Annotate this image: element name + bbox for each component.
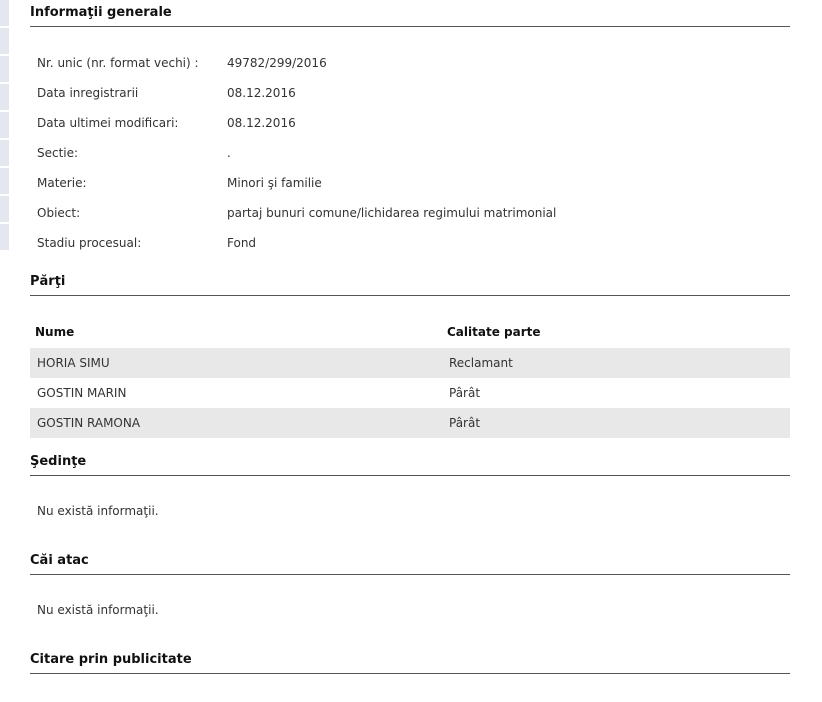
publication-title: Citare prin publicitate <box>30 652 790 674</box>
column-header-name: Nume <box>35 325 75 339</box>
appeals-empty-text: Nu există informaţii. <box>37 603 159 617</box>
info-label: Materie: <box>37 176 87 190</box>
party-role: Reclamant <box>449 356 513 370</box>
general-info-title: Informaţii generale <box>30 5 790 27</box>
info-value: partaj bunuri comune/lichidarea regimului matrimonial <box>227 206 557 220</box>
parties-table-header <box>30 317 790 347</box>
info-row-section <box>30 138 790 168</box>
info-row-matter <box>30 168 790 198</box>
info-label: Data inregistrarii <box>37 86 139 100</box>
sidebar-segment <box>0 196 9 222</box>
info-row-registration-date <box>30 78 790 108</box>
info-row-case-number <box>30 48 790 78</box>
party-name: GOSTIN MARIN <box>37 386 127 400</box>
table-row <box>30 378 790 408</box>
parties-section <box>30 274 790 296</box>
info-row-last-modified <box>30 108 790 138</box>
info-value: 49782/299/2016 <box>227 56 327 70</box>
party-name: GOSTIN RAMONA <box>37 416 141 430</box>
parties-title: Părţi <box>30 274 790 296</box>
sidebar-segment <box>0 224 9 250</box>
info-label: Obiect: <box>37 206 81 220</box>
info-value: . <box>227 146 231 160</box>
appeals-section <box>30 553 790 575</box>
publication-section <box>30 652 790 674</box>
info-label: Nr. unic (nr. format vechi) : <box>37 56 199 70</box>
info-value: Minori şi familie <box>227 176 322 190</box>
sidebar-segment <box>0 140 9 166</box>
info-label: Stadiu procesual: <box>37 236 142 250</box>
sidebar-segment <box>0 56 9 82</box>
hearings-title: Şedinţe <box>30 454 790 476</box>
table-row <box>30 348 790 378</box>
column-header-role: Calitate parte <box>447 325 541 339</box>
info-value: 08.12.2016 <box>227 86 296 100</box>
left-sidebar-strip <box>0 0 9 262</box>
info-row-procedural-stage <box>30 228 790 258</box>
info-row-object <box>30 198 790 228</box>
general-info-section <box>30 5 790 27</box>
sidebar-segment <box>0 168 9 194</box>
sidebar-segment <box>0 0 9 26</box>
sidebar-segment <box>0 112 9 138</box>
party-role: Pârât <box>449 416 481 430</box>
info-label: Data ultimei modificari: <box>37 116 179 130</box>
sidebar-segment <box>0 28 9 54</box>
sidebar-segment <box>0 84 9 110</box>
hearings-section <box>30 454 790 476</box>
hearings-empty-text: Nu există informaţii. <box>37 504 159 518</box>
info-value: Fond <box>227 236 257 250</box>
table-row <box>30 408 790 438</box>
info-value: 08.12.2016 <box>227 116 296 130</box>
party-name: HORIA SIMU <box>37 356 110 370</box>
party-role: Pârât <box>449 386 481 400</box>
appeals-title: Căi atac <box>30 553 790 575</box>
info-label: Sectie: <box>37 146 79 160</box>
